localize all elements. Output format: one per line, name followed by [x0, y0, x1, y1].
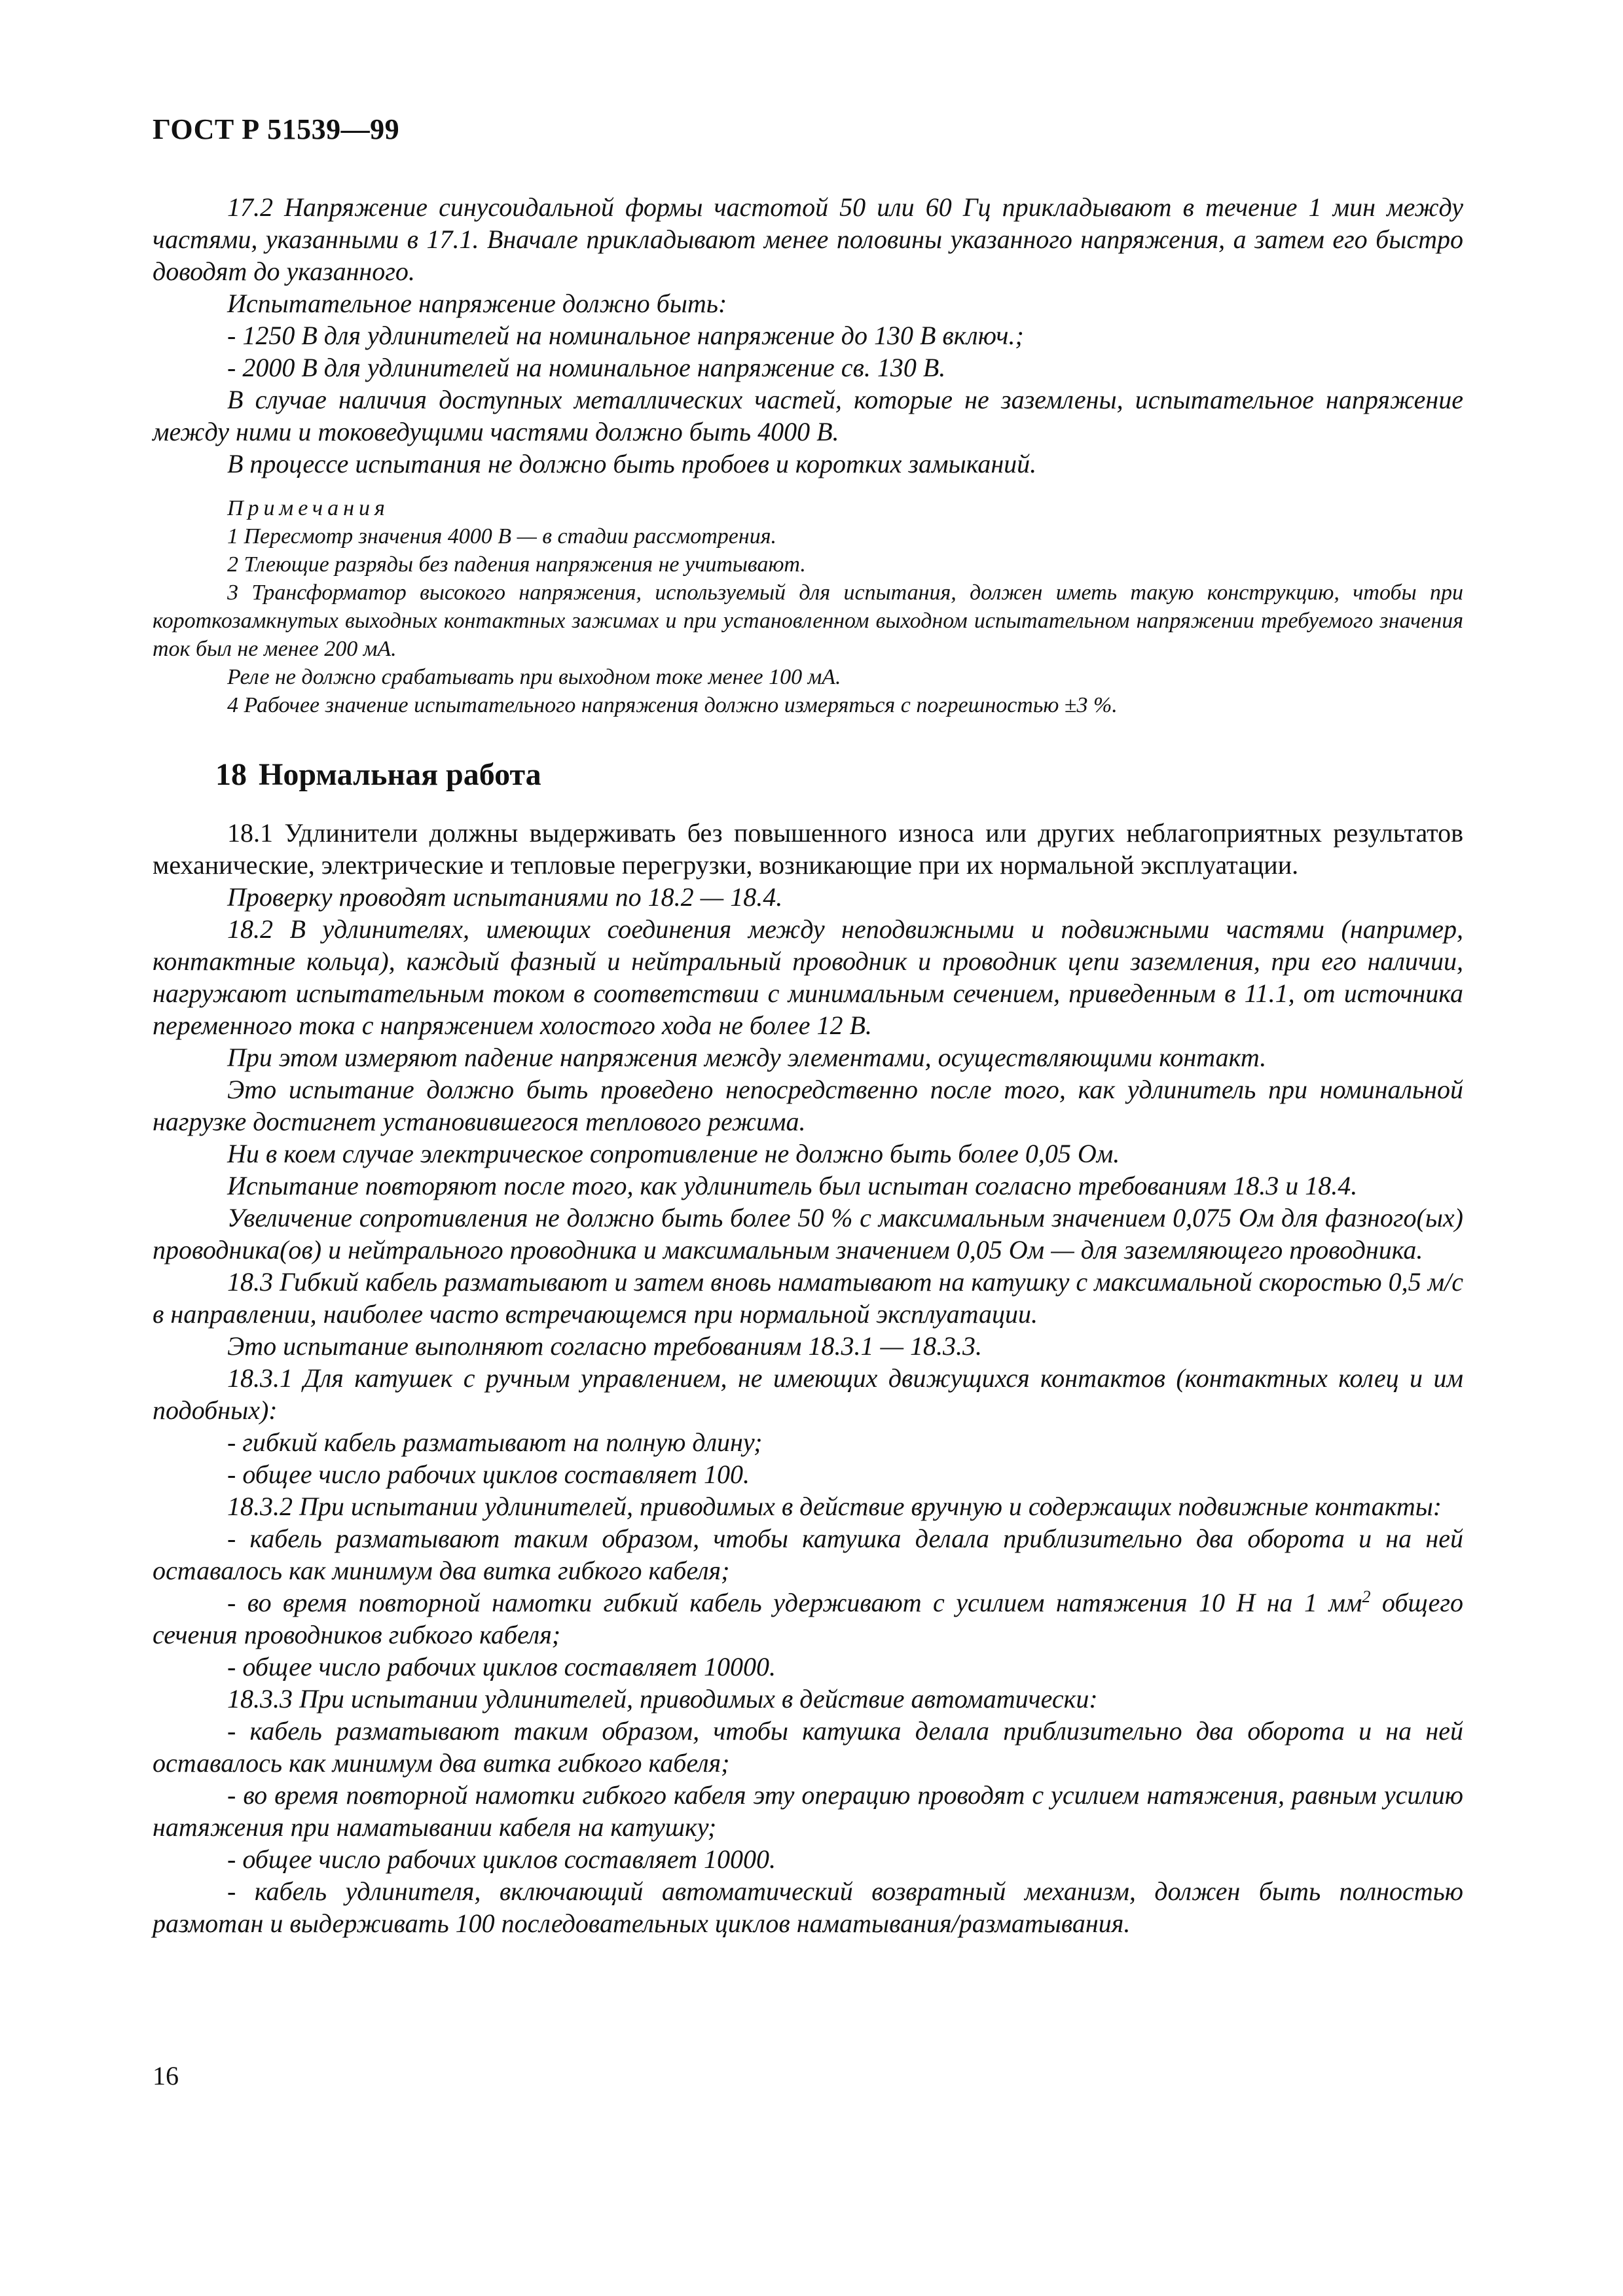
clause-18-3-2-item-b — [153, 1587, 1463, 1651]
measure-paragraph: При этом измеряют падение напряжения между элементами, осуществляющими контакт. — [227, 1043, 1267, 1072]
section-18-body — [153, 817, 1463, 1939]
clause-18-3-2-item-a: - кабель разматывают таким образом, чтобы катушка делала приблизительно два оборота и на ней оставалось как минимум два витка гибкого кабеля; — [153, 1524, 1463, 1585]
resistance-limit-paragraph: Ни в коем случае электрическое сопротивление не должно быть более 0,05 Ом. — [227, 1139, 1120, 1168]
clause-18-3: 18.3 Гибкий кабель разматывают и затем вновь наматывают на катушку с максимальной скоростью 0,5 м/с в направлении, наиболее часто встречающемся при нормальной эксплуатации. — [153, 1267, 1463, 1329]
clause-18-3-3: 18.3.3 При испытании удлинителей, приводимых в действие автоматически: — [227, 1684, 1098, 1713]
document-header: ГОСТ Р 51539—99 — [153, 113, 400, 145]
note-1: 1 Пересмотр значения 4000 В — в стадии рассмотрения. — [227, 524, 777, 548]
clause-18-3-2-item-c: - общее число рабочих циклов составляет 10000. — [227, 1652, 776, 1681]
section-18-heading — [153, 755, 1463, 795]
page-body — [153, 191, 1463, 1939]
superscript: 2 — [1362, 1587, 1371, 1606]
clause-18-3-1: 18.3.1 Для катушек с ручным управлением, не имеющих движущихся контактов (контактных колец и им подобных): — [153, 1363, 1463, 1425]
clause-18-3-1-item-a: - гибкий кабель разматывают на полную длину; — [227, 1427, 763, 1457]
repeat-test-paragraph: Испытание повторяют после того, как удлинитель был испытан согласно требованиям 18.3 и 18.4. — [227, 1171, 1358, 1200]
section-number: 18 — [215, 757, 247, 792]
tension-text: - во время повторной намотки гибкий кабель удерживают с усилием натяжения 10 Н на 1 мм — [227, 1588, 1362, 1617]
notes-title: Примечания — [227, 496, 390, 520]
clause-18-3-performed: Это испытание выполняют согласно требованиям 18.3.1 — 18.3.3. — [227, 1331, 983, 1361]
resistance-increase-paragraph: Увеличение сопротивления не должно быть более 50 % с максимальным значением 0,075 Ом для фазного(ых) проводника(ов) и нейтрального проводника и максимальным значением 0,05 Ом — для заземляющего проводника. — [153, 1203, 1463, 1265]
metal-parts-paragraph: В случае наличия доступных металлических частей, которые не заземлены, испытательное напряжение между ними и токоведущими частями должно быть 4000 В. — [153, 385, 1463, 446]
page-number: 16 — [153, 2061, 179, 2090]
clause-18-1: 18.1 Удлинители должны выдерживать без повышенного износа или других неблагоприятных результатов механические, электрические и тепловые перегрузки, возникающие при их нормальной эксплуатации. — [153, 818, 1463, 880]
note-2: 2 Тлеющие разряды без падения напряжения не учитывают. — [227, 552, 806, 577]
clause-18-3-3-item-c: - общее число рабочих циклов составляет 10000. — [227, 1844, 776, 1874]
note-3: 3 Трансформатор высокого напряжения, используемый для испытания, должен иметь такую конструкцию, чтобы при короткозамкнутых выходных контактных зажимах и при установленном выходном испытательном напряжении требуемого значения ток был не менее 200 мА. — [153, 581, 1463, 661]
check-paragraph: Проверку проводят испытаниями по 18.2 — 18.4. — [227, 882, 783, 912]
test-voltage-item-1250: - 1250 В для удлинителей на номинальное напряжение до 130 В включ.; — [227, 321, 1024, 350]
clause-17-2-text: 17.2 Напряжение синусоидальной формы частотой 50 или 60 Гц прикладывают в течение 1 мин между частями, указанными в 17.1. Вначале прикладывают менее половины указанного напряжения, а затем его быстро доводят до указанного. — [153, 192, 1463, 286]
tension-text-cont: общего сечения проводников гибкого кабеля; — [153, 1588, 1464, 1649]
clause-18-3-2: 18.3.2 При испытании удлинителей, приводимых в действие вручную и содержащих подвижные контакты: — [227, 1492, 1442, 1521]
test-voltage-item-2000: - 2000 В для удлинителей на номинальное напряжение св. 130 В. — [227, 353, 946, 382]
clause-18-3-3-item-d: - кабель удлинителя, включающий автоматический возвратный механизм, должен быть полностью размотан и выдерживать 100 последовательных циклов наматывания/разматывания. — [153, 1876, 1463, 1938]
clause-18-2: 18.2 В удлинителях, имеющих соединения между неподвижными и подвижными частями (например, контактные кольца), каждый фазный и нейтральный проводник и проводник цепи заземления, при его наличии, нагружают испытательным током в соответствии с минимальным сечением, приведенным в 11.1, от источника переменного тока с напряжением холостого хода не более 12 В. — [153, 914, 1463, 1040]
clause-18-3-3-item-a: - кабель разматывают таким образом, чтобы катушка делала приблизительно два оборота и на ней оставалось как минимум два витка гибкого кабеля; — [153, 1716, 1463, 1778]
section-title: Нормальная работа — [259, 757, 541, 792]
immediately-paragraph: Это испытание должно быть проведено непосредственно после того, как удлинитель при номинальной нагрузке достигнет установившегося теплового режима. — [153, 1075, 1463, 1136]
clause-18-3-1-item-b: - общее число рабочих циклов составляет 100. — [227, 1460, 750, 1489]
clause-18-3-3-item-b: - во время повторной намотки гибкого кабеля эту операцию проводят с усилием натяжения, равным усилию натяжения при наматывании кабеля на катушку; — [153, 1780, 1463, 1842]
notes-block — [153, 494, 1463, 719]
no-breakdown-paragraph: В процессе испытания не должно быть пробоев и коротких замыканий. — [227, 449, 1037, 478]
clause-17-2 — [153, 191, 1463, 480]
note-3-relay: Реле не должно срабатывать при выходном токе менее 100 мА. — [227, 665, 841, 689]
test-voltage-intro: Испытательное напряжение должно быть: — [227, 289, 727, 318]
note-4: 4 Рабочее значение испытательного напряжения должно измеряться с погрешностью ±3 %. — [227, 693, 1118, 717]
